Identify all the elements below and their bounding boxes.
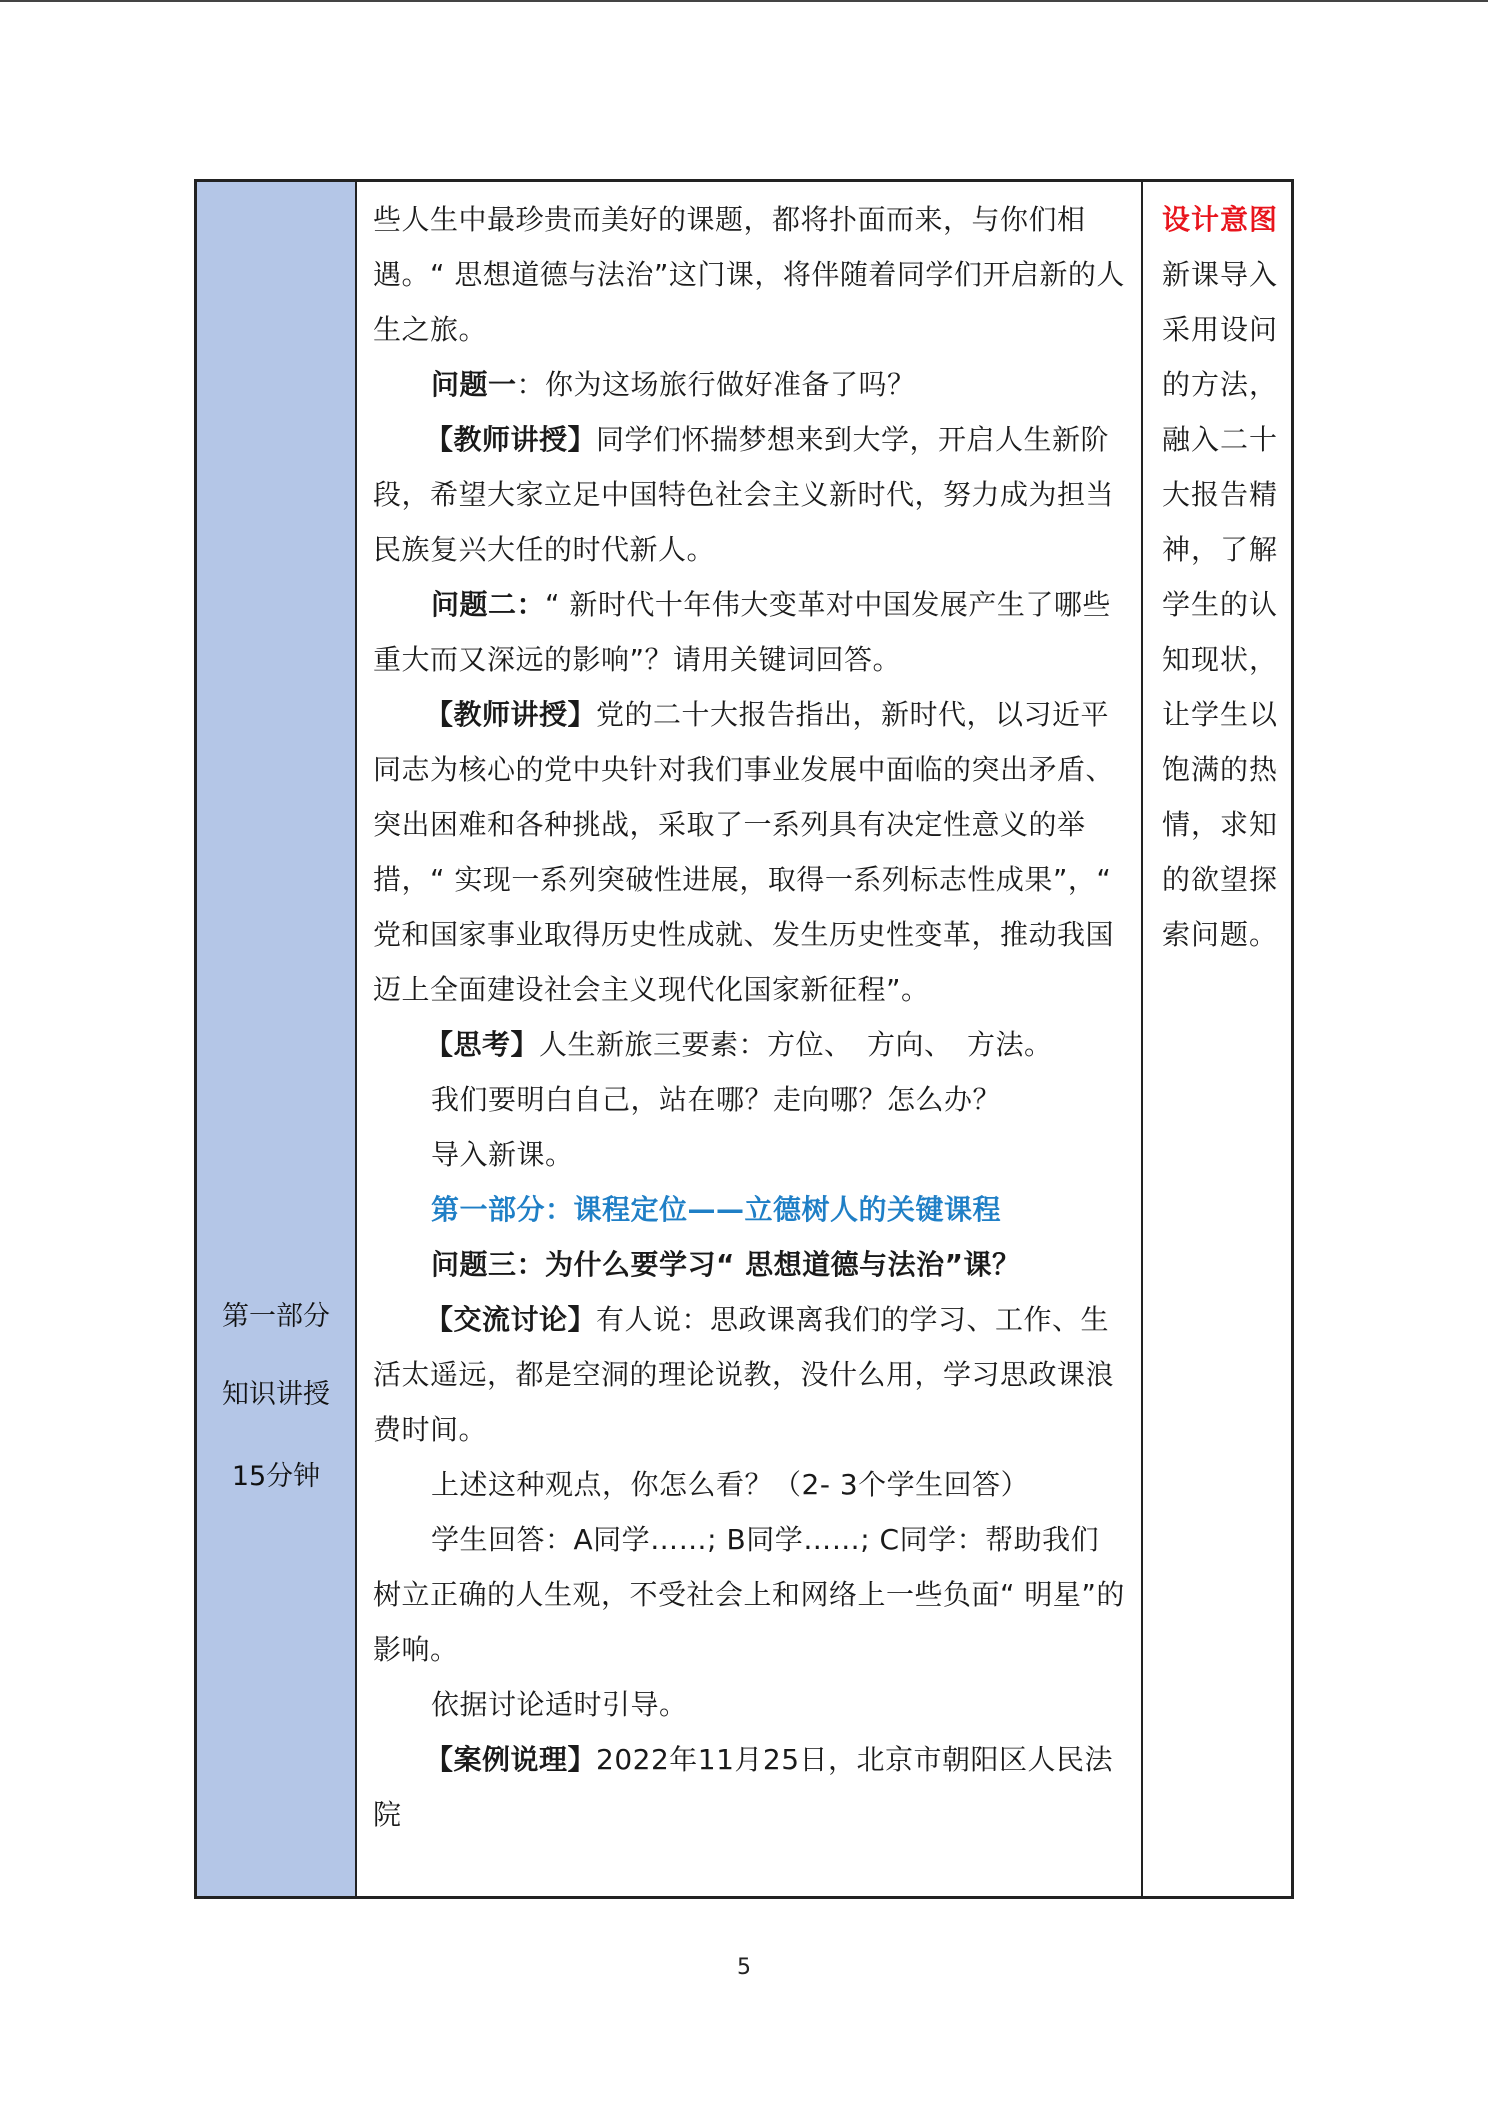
design-intent-body: 新课导入采用设问的方法，融入二十大报告精神，了解学生的认知现状，让学生以饱满的热情，求知的欲望探索问题。 [1162,258,1279,951]
student-answers: 学生回答：A同学……; B同学……; C同学：帮助我们树立正确的人生观，不受社会上和网络上一些负面“ 明星”的影响。 [373,1523,1125,1666]
content-column [357,182,1143,1896]
opinion-question: 上述这种观点，你怎么看？（2- 3个学生回答） [431,1468,1030,1501]
intro-paragraph: 些人生中最珍贵而美好的课题，都将扑面而来，与你们相遇。“ 思想道德与法治”这门课，将伴随着同学们开启新的人生之旅。 [373,203,1125,346]
design-intent-title: 设计意图 [1162,203,1279,236]
discussion-label: 【交流讨论】 [425,1303,597,1336]
think-text: 人生新旅三要素：方位、 方向、 方法。 [539,1028,1053,1061]
discussion-text: 有人说：思政课离我们的学习、工作、生活太遥远，都是空洞的理论说教，没什么用，学习思政课浪费时间。 [373,1303,1115,1446]
case-label: 【案例说理】 [425,1743,597,1776]
teacher-lecture-two-label: 【教师讲授】 [425,698,597,731]
think-label: 【思考】 [425,1028,540,1061]
teacher-lecture-two [373,687,1127,1017]
page-top-border [0,0,1488,2]
case-paragraph [373,1732,1127,1842]
teacher-lecture-one-label: 【教师讲授】 [425,423,597,456]
guide-line: 依据讨论适时引导。 [431,1688,688,1721]
teacher-lecture-one-text: 同学们怀揣梦想来到大学，开启人生新阶段，希望大家立足中国特色社会主义新时代，努力成为担当民族复兴大任的时代新人。 [373,423,1115,566]
question-two-text: “ 新时代十年伟大变革对中国发展产生了哪些重大而又深远的影响”？请用关键词回答。 [373,588,1111,676]
section-title: 第一部分 [222,1301,330,1332]
question-two-label: 问题二： [431,588,546,621]
teacher-lecture-two-text: 党的二十大报告指出，新时代，以习近平同志为核心的党中央针对我们事业发展中面临的突出矛盾、突出困难和各种挑战，采取了一系列具有决定性意义的举措，“ 实现一系列突破性进展，取得一系列标志性成果”，“ 党和国家事业取得历史性成就、发生历史性变革，推动我国迈上全面建设社会主义现代化国家新征程”。 [373,698,1115,1006]
question-one [373,357,1127,412]
design-intent-column [1143,182,1291,1896]
section-subtitle: 知识讲授 [222,1379,330,1410]
lesson-plan-table [194,179,1294,1899]
part-one-heading: 第一部分：课程定位——立德树人的关键课程 [431,1193,1002,1226]
question-one-text: ：你为这场旅行做好准备了吗？ [516,368,916,401]
section-column [197,182,357,1896]
think-paragraph [373,1017,1127,1072]
page-number: 5 [737,1955,751,1980]
question-two [373,577,1127,687]
where-line: 我们要明白自己，站在哪？走向哪？怎么办？ [431,1083,1002,1116]
section-duration: 15分钟 [231,1461,321,1492]
intro-new-lesson: 导入新课。 [431,1138,574,1171]
question-one-label: 问题一 [431,368,517,401]
case-text: 2022年11月25日，北京市朝阳区人民法院 [373,1743,1114,1831]
question-three: 问题三：为什么要学习“ 思想道德与法治”课？ [431,1248,1021,1281]
discussion-paragraph [373,1292,1127,1457]
teacher-lecture-one [373,412,1127,577]
